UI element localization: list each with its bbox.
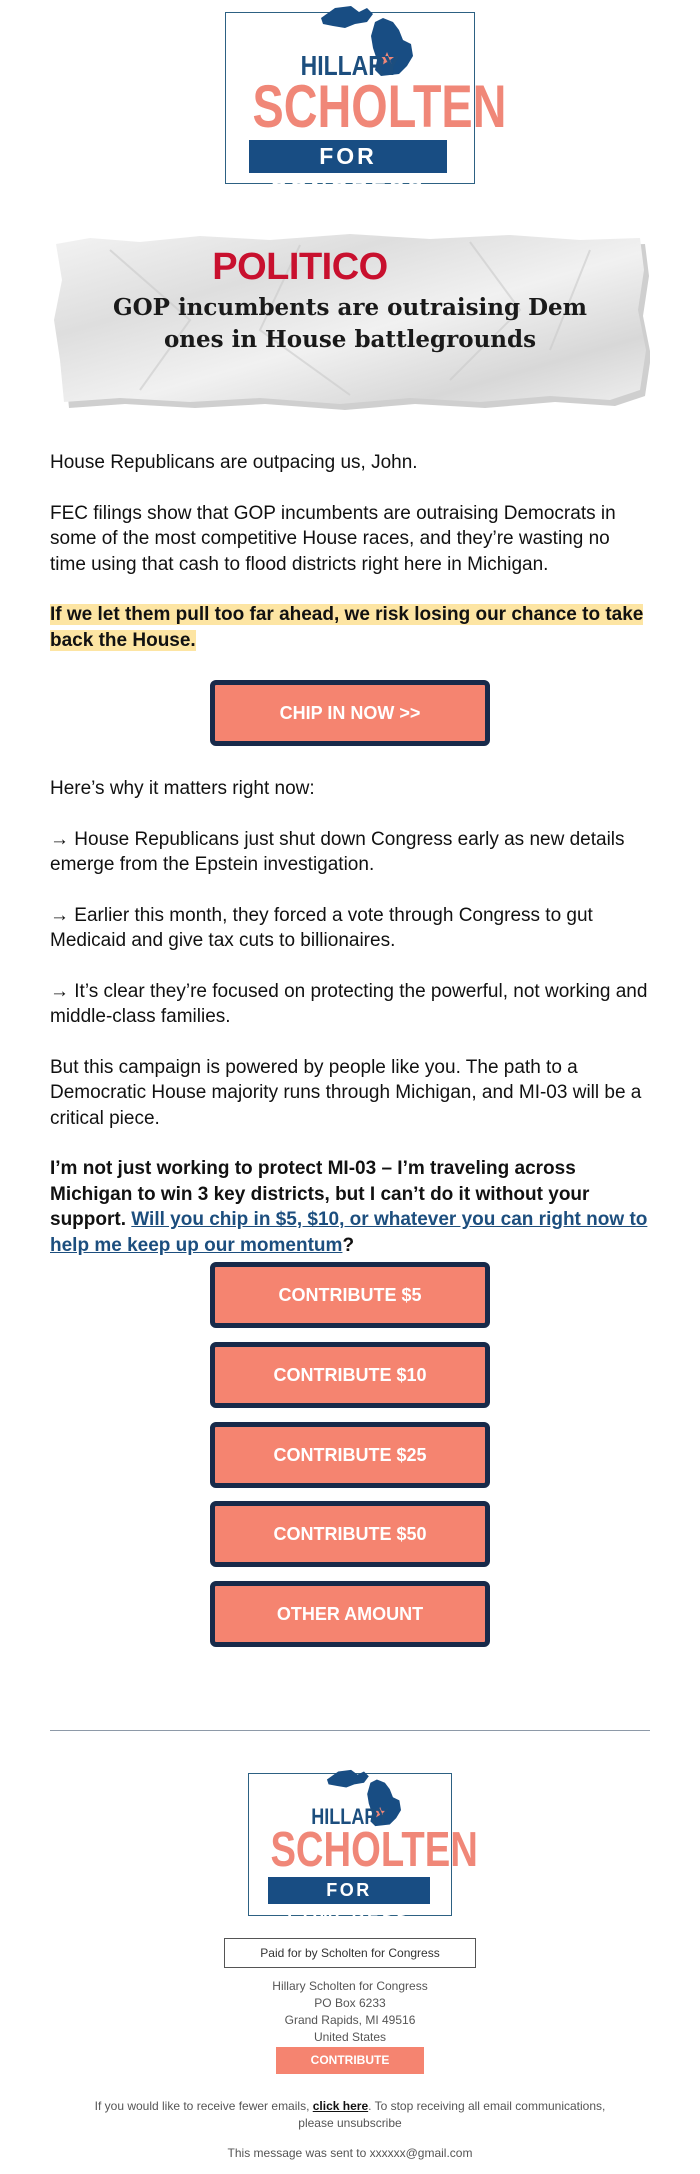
bullet-powerful: → It’s clear they’re focused on protecting the powerful, not working and middle-class families. (50, 980, 648, 1027)
ask-end: ? (342, 1234, 355, 1256)
header-logo (225, 12, 507, 202)
contribute-25-button[interactable]: CONTRIBUTE $25 (210, 1422, 490, 1488)
fewer-emails-prefix: If you would like to receive fewer emails, (94, 2099, 310, 2113)
intro-paragraph: House Republicans are outpacing us, John. (50, 452, 418, 473)
contribute-5-button[interactable]: CONTRIBUTE $5 (210, 1262, 490, 1328)
footer-divider (50, 1730, 650, 1731)
other-amount-button[interactable]: OTHER AMOUNT (210, 1581, 490, 1647)
news-source: POLITICO (212, 246, 388, 288)
mailing-address (0, 1978, 700, 2046)
fec-paragraph: FEC filings show that GOP incumbents are outraising Democrats in some of the most competitive House races, and they’re wasting no time using that cash to flood districts right here in Michigan. (50, 502, 616, 575)
footer-logo-tagline: FOR CONGRESS (268, 1877, 430, 1904)
logo-first-name: HILLARY (300, 50, 400, 81)
footer-logo-last-name: SCHOLTEN (270, 1823, 478, 1877)
email-preferences-text (90, 2098, 610, 2132)
footer-contribute-button[interactable]: CONTRIBUTE (276, 2047, 424, 2074)
logo-tagline: FOR CONGRESS (249, 140, 447, 173)
chip-in-link[interactable]: Will you chip in $5, $10, or whatever you can right now to help me keep up our momentum (50, 1209, 648, 1256)
footer-logo-first-name: HILLARY (311, 1804, 389, 1829)
email-body (50, 450, 650, 1283)
warning-paragraph (50, 602, 650, 653)
logo-last-name: SCHOLTEN (252, 73, 507, 140)
bullet-medicaid: → Earlier this month, they forced a vote through Congress to gut Medicaid and give tax cuts to billionaires. (50, 904, 593, 951)
footer-logo (248, 1773, 478, 1927)
fewer-emails-link[interactable]: click here (312, 2099, 369, 2113)
why-paragraph: Here’s why it matters right now: (50, 778, 315, 799)
address-country: United States (313, 2030, 387, 2044)
address-org: Hillary Scholten for Congress (272, 1979, 428, 1993)
address-city: Grand Rapids, MI 49516 (284, 2013, 416, 2027)
sent-to-notice: This message was sent to xxxxxx@gmail.com (227, 2146, 473, 2160)
ask-paragraph (50, 1156, 650, 1258)
highlighted-warning: If we let them pull too far ahead, we risk losing our chance to take back the House. (50, 604, 644, 651)
bullet-epstein: → House Republicans just shut down Congress early as new details emerge from the Epstein investigation. (50, 828, 625, 875)
address-po-box: PO Box 6233 (314, 1996, 386, 2010)
paid-for-disclaimer: Paid for by Scholten for Congress (224, 1938, 476, 1968)
contribute-10-button[interactable]: CONTRIBUTE $10 (210, 1342, 490, 1408)
powered-paragraph: But this campaign is powered by people like you. The path to a Democratic House majority runs through Michigan, and MI-03 will be a critical piece. (50, 1056, 642, 1129)
unsubscribe-text: . To stop receiving all email communications, please unsubscribe (298, 2099, 606, 2130)
contribute-50-button[interactable]: CONTRIBUTE $50 (210, 1501, 490, 1567)
ask-bold-text: I’m not just working to protect MI-03 – I’m traveling across Michigan to win 3 key districts, but I can’t do it without your support. (50, 1158, 590, 1230)
news-headline: GOP incumbents are outraising Dem ones in House battlegrounds (112, 294, 588, 353)
chip-in-now-button[interactable]: CHIP IN NOW >> (210, 680, 490, 746)
